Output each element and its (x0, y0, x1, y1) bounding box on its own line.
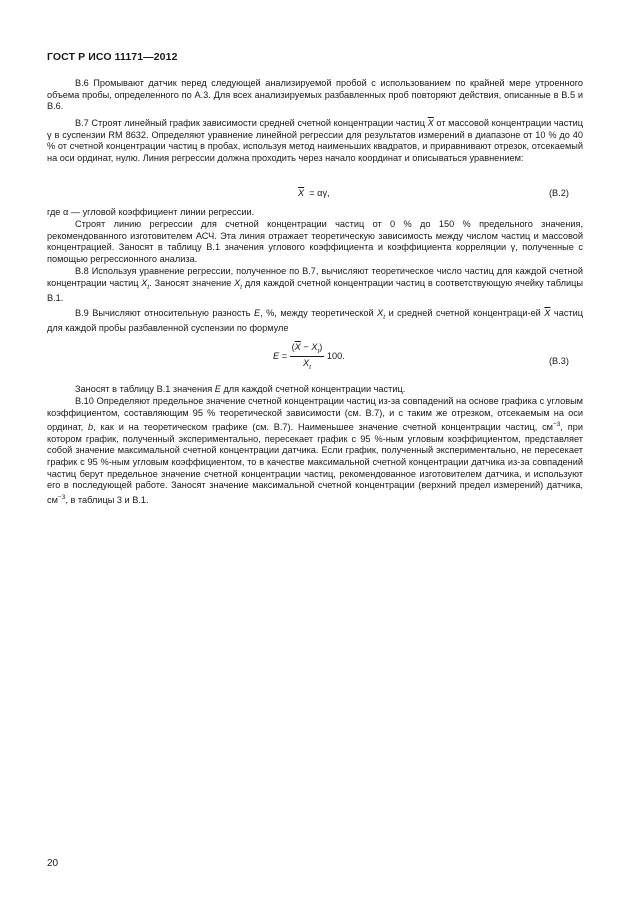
eq-b3-tail: 100. (326, 350, 345, 361)
paragraph-b8 (47, 266, 583, 305)
b9-text-1: В.9 Вычисляют относительную разность (75, 308, 254, 318)
e-symbol: E (253, 308, 261, 318)
paragraph-b7 (47, 118, 583, 164)
e-symbol-2: E (214, 384, 221, 394)
xbar-symbol-2: $\overline{X}$ (544, 308, 551, 318)
b8-text-3: для каждой счетной концентрации частиц в соответствующую ячейку таблицы В.1. (47, 277, 583, 304)
paragraph-b6-text: В.6 Промывают датчик перед следующей анализируемой пробой с использованием по крайней мере утроенного объема пробы, определенного по А.3. Для всех анализируемых разбавленных проб повторяют действия, описанные в В.5 и В.6. (47, 78, 583, 112)
xt-symbol: $X_t$ (141, 277, 150, 291)
b9c-text-2: для каждой счетной концентрации частиц. (220, 384, 406, 394)
b-symbol: b (88, 422, 94, 433)
equation-b2-number: (В.2) (549, 188, 569, 198)
b10-sup-2: −3 (57, 493, 66, 501)
paragraph-b9 (47, 308, 583, 335)
paragraph-b7-cont (47, 219, 583, 265)
b10-text-3: , при котором график, полученный экспериментально, пересекает график с 95 %-ным угловым коэффициентом, представляет собой значение максимальной счетной концентрации датчика. Если график, полученный экспериментально, не пересекает график с 95 %-ным угловым коэффициентом, то в качестве максимальной счетной концентрации датчика из-за совпадений частиц берут предельное значение счетной концентрации частиц, рекомендованное изготовителем датчика, и используют его в последующей работе. Заносят значение максимальной счетной концентрации (верхний предел измерений) датчика, см (47, 422, 583, 505)
paragraph-b10 (47, 396, 583, 506)
paragraph-b7-cont-text: Строят линию регрессии для счетной концентрации частиц от 0 % до 150 % предельного значения, рекомендованного изготовителем АСЧ. Эта линия отражает теоретическую зависимость между числом частиц и массовой концентрацией. Заносят в таблицу В.1 значения углового коэффициента и коэффициента корреляции γ, полученные с помощью регрессионного анализа. (47, 219, 583, 264)
b7-text-end: от массовой концентрации частиц γ в суспензии RM 8632. Определяют уравнение линейной регрессии для результатов измерений в диапазоне от 10 % до 40 % от счетной концентрации частиц в пробах, используя метод наименьших квадратов, и приравнивают отрезок, отсекаемый на оси ординат, нулю. Линия регрессии должна проходить через начало координат и описываться уравнением: (47, 118, 583, 163)
b7-text-start: В.7 Строят линейный график зависимости средней счетной концентрации частиц (75, 118, 428, 128)
equation-b2 (298, 188, 330, 198)
xt-symbol-2: $X_t$ (234, 277, 243, 291)
document-header: ГОСТ Р ИСО 11171—2012 (47, 51, 178, 63)
paragraph-b6 (47, 78, 583, 113)
eq-b3-numerator: $(\overline{X} - X_t)$ (291, 342, 323, 355)
equation-b3-number: (В.3) (549, 356, 569, 366)
eq-b2-xbar: $\overline{X}$ (298, 188, 305, 198)
b8-text-2: . Заносят значение (149, 277, 235, 288)
xbar-symbol: $\overline{X}$ (427, 118, 434, 128)
b9-text-3: и средней счетной концентраци-ей (385, 308, 545, 318)
xt-symbol-3: $X_t$ (377, 308, 386, 321)
paragraph-b9-cont (47, 384, 583, 396)
b9-text-4: частиц для каждой пробы разбавленной суспензии по формуле (47, 308, 584, 334)
b8-text-1: В.8 Используя уравнение регрессии, полученное по В.7, вычисляют теоретическое число частиц для каждой счетной концентрации частиц (47, 266, 583, 288)
page-number: 20 (47, 858, 59, 869)
eq-b2-rhs: = αγ, (309, 188, 330, 198)
b9-text-2: , %, между теоретической (260, 308, 378, 318)
b10-text-4: , в таблицы 3 и В.1. (65, 494, 149, 505)
eq-b3-fraction (290, 342, 325, 371)
b10-sup-1: −3 (552, 421, 561, 429)
eq-b3-denominator: $X_t$ (302, 357, 311, 371)
eq-b3-lhs: E = (273, 350, 288, 361)
b10-text-1: В.10 Определяют предельное значение счетной концентрации частиц из-за совпадений на основе графика с угловым коэффициентом, составляющим 95 % теоретической зависимости (см. В.7), и с таким же отрезком, отсекаемым на оси ординат, (47, 396, 583, 433)
b10-text-2: , как и на теоретическом графике (см. В.7). Наименьшее значение счетной концентрации частиц, см (93, 422, 553, 433)
where-line: где α — угловой коэффициент линии регрессии. (47, 207, 255, 217)
equation-b3 (273, 342, 345, 371)
b9c-text-1: Заносят в таблицу В.1 значения (75, 384, 215, 394)
